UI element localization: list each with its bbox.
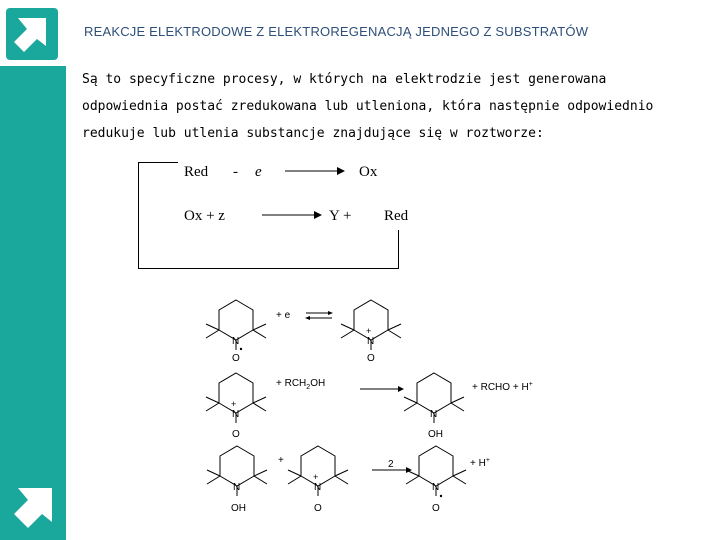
eq2-y-plus: Y + bbox=[329, 208, 352, 224]
tempo-reaction-scheme bbox=[190, 285, 540, 520]
row3-left-molecule bbox=[207, 446, 267, 514]
cycle-line-bottom bbox=[138, 268, 399, 269]
cycle-line-left bbox=[138, 162, 139, 269]
atom-label: O bbox=[232, 353, 240, 364]
atom-label: N bbox=[232, 409, 240, 420]
atom-label: OH bbox=[231, 503, 246, 514]
atom-label: O bbox=[367, 353, 375, 364]
intro-line: odpowiednia postać zredukowana lub utleniona, która następnie odpowiednio bbox=[82, 99, 654, 114]
sidebar-band bbox=[0, 0, 66, 540]
row2-left-molecule bbox=[206, 373, 266, 440]
eq2-ox-plus-z: Ox + z bbox=[184, 208, 225, 224]
row2-arrow bbox=[360, 386, 404, 392]
eq1-ox: Ox bbox=[359, 164, 378, 180]
row1-left-molecule bbox=[206, 300, 266, 364]
charge-label: + bbox=[231, 399, 237, 409]
equilibrium-arrow bbox=[305, 311, 333, 320]
plus-electron: + e bbox=[276, 310, 291, 321]
row3-mid-molecule bbox=[288, 446, 348, 514]
intro-line: Są to specyficzne procesy, w których na elektrodzie jest generowana bbox=[82, 72, 607, 87]
cycle-line-right bbox=[398, 230, 399, 269]
charge-label: + bbox=[366, 326, 372, 336]
plus-sign: + bbox=[278, 455, 284, 466]
cycle-line-top bbox=[138, 162, 178, 163]
eq1-red: Red bbox=[184, 164, 209, 180]
eq2-arrow bbox=[262, 210, 322, 220]
arrow-logo-icon bbox=[8, 484, 58, 530]
row2-product-molecule bbox=[404, 373, 464, 440]
row1-right-molecule bbox=[341, 300, 401, 364]
atom-label: N bbox=[232, 336, 240, 347]
radical-dot bbox=[440, 495, 442, 497]
eq1-arrow bbox=[285, 166, 345, 176]
byproducts-label: + RCHO + H+ bbox=[472, 381, 533, 393]
atom-label: O bbox=[314, 503, 322, 514]
atom-label: N bbox=[233, 482, 241, 493]
reagent-label: + $RCH_2OH$ bbox=[276, 378, 326, 391]
eq1-minus: - bbox=[233, 164, 238, 180]
atom-label: N bbox=[314, 482, 322, 493]
atom-label: O bbox=[432, 503, 440, 514]
intro-paragraph bbox=[82, 66, 702, 147]
eq2-red: Red bbox=[384, 208, 409, 224]
atom-label: OH bbox=[428, 429, 443, 440]
atom-label: N bbox=[430, 409, 438, 420]
intro-line: redukuje lub utlenia substancje znajdujące się w roztworze: bbox=[82, 126, 544, 141]
atom-label: O bbox=[232, 429, 240, 440]
atom-label: N bbox=[432, 482, 440, 493]
slide-title: REAKCJE ELEKTRODOWE Z ELEKTROREGENACJĄ JEDNEGO Z SUBSTRATÓW bbox=[84, 24, 589, 39]
charge-label: + bbox=[313, 472, 319, 482]
radical-dot bbox=[240, 348, 242, 350]
eq1-electron: e bbox=[255, 164, 262, 180]
proton-label: + H+ bbox=[470, 457, 490, 469]
arrow-logo-icon bbox=[6, 8, 58, 60]
atom-label: N bbox=[367, 336, 375, 347]
coefficient-label: 2 bbox=[388, 459, 394, 470]
row3-product-molecule bbox=[406, 446, 466, 514]
